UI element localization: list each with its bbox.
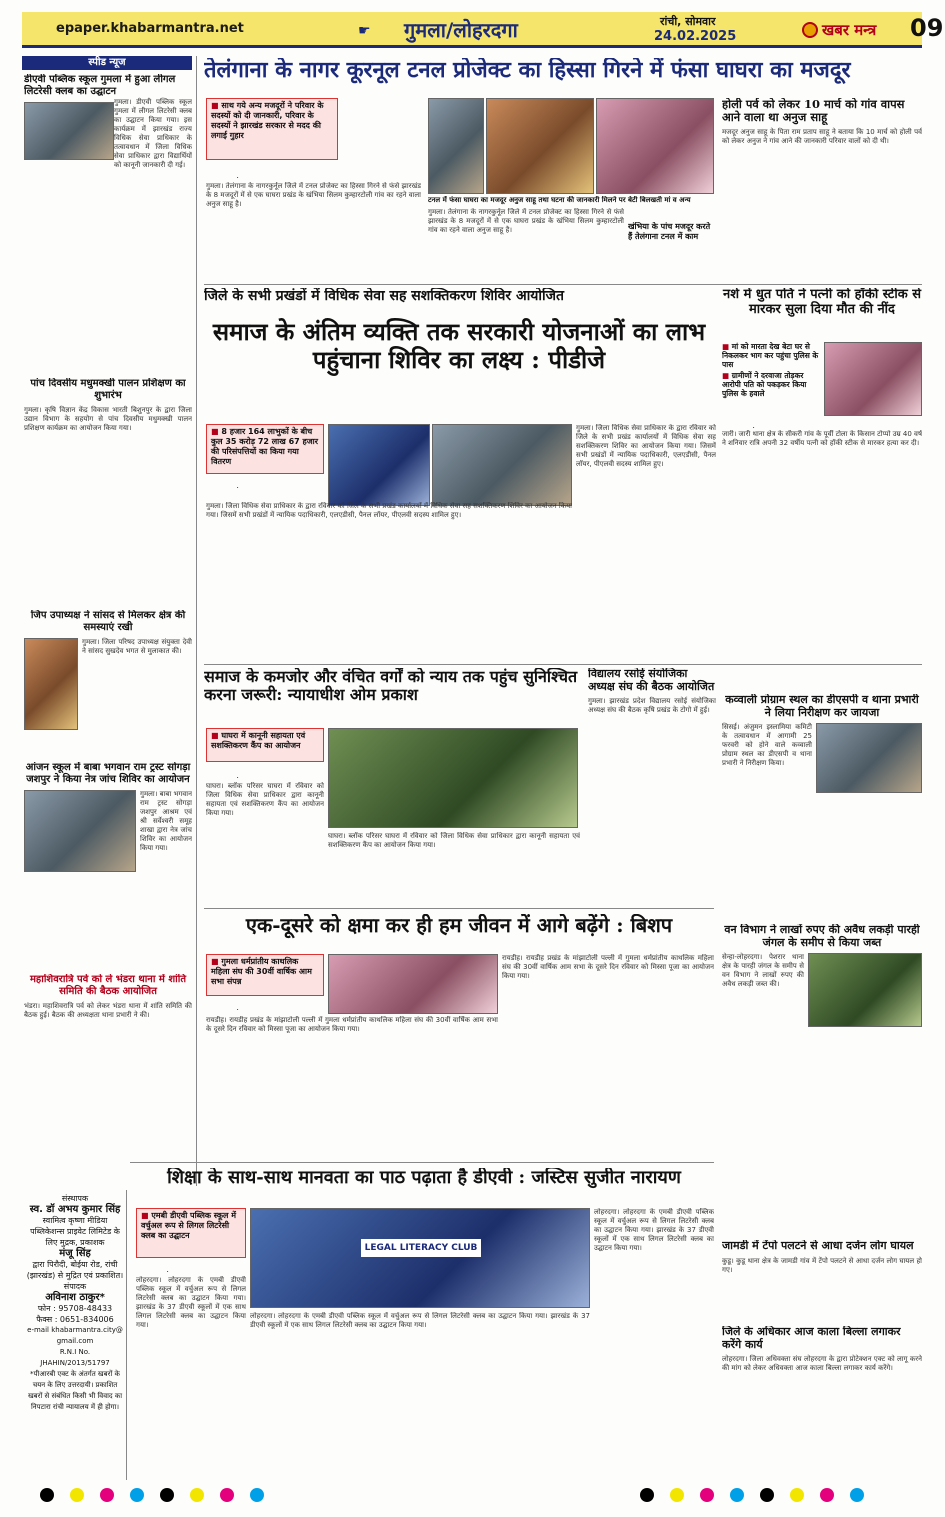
- top-box-heading: खंभिया के पांच मजदूर करते हैं तेलंगाना टनल में काम: [628, 222, 711, 241]
- top-body-cont: गुमला। तेलंगाना के नागरकुर्नूल जिले में टनल प्रोजेक्ट का हिस्सा गिरने से फंसे झारखंड के 8 मजदूरों में से एक घाघरा प्रखंड के खंभिया सिलम कुम्हारटोली गांव का रहने वाला अनुज साहू है।: [428, 208, 624, 234]
- vanvibhag-body: सेन्हा-लोहरदगा। पेशरार थाना क्षेत्र के पारही जंगल के समीप से वन विभाग ने लाखों रुपए की अवैध लकड़ी जब्त की।: [722, 953, 804, 989]
- story-body: गुमला। कृषि विज्ञान केंद्र विकास भारती बिशुनपुर के द्वारा जिला उद्यान विभाग के सहयोग से पांच दिवसीय मधुमक्खी पालन प्रशिक्षण कार्यक्रम का आयोजन किया गया।: [24, 406, 192, 432]
- print-registration-strip: [0, 1480, 945, 1510]
- vidyalay-body: गुमला। झारखंड प्रदेश विद्यालय रसोई संयोजिका अध्यक्ष संघ की बैठक कृषि प्रखंड के टोगो में हुई।: [588, 697, 716, 715]
- dav-body-cont-2: लोहरदगा। लोहरदगा के एमबी डीएवी पब्लिक स्कूल में वर्चुअल रूप से लिगल लिटरेसी क्लब का उद्घाटन किया गया। झारखंड के 37 डीएवी स्कूलों में एक साथ लिगल लिटरेसी क्लब का उद्घाटन किया गया।: [594, 1208, 714, 1252]
- page-number: 09: [910, 14, 944, 42]
- holi-body: मजदूर अनुज साहू के पिता राम प्रताप साहू ने बताया कि 10 मार्च को होली पर्व को लेकर अनुज ने गांव आने की जानकारी परिवार वालों को दी थी।: [722, 128, 922, 146]
- story-headline: पांच दिवसीय मधुमक्खी पालन प्रशिक्षण का शुभारंभ: [30, 378, 186, 401]
- left-story-2: [24, 378, 192, 508]
- shivir-headline-box: [204, 318, 714, 414]
- shivir-photo-1: [328, 424, 430, 506]
- qawwali-body: सिसई। अंजुमन इस्लामिया कमिटी के तत्वावधान में आगामी 25 फरवरी को होने वाले कव्वाली प्रोग्राम स्थल का डीएसपी व थाना प्रभारी ने निरीक्षण किया।: [722, 723, 812, 768]
- imprint-founder-label: संस्थापक: [61, 1194, 89, 1203]
- jamdi-body: कुडू। कुडू थाना क्षेत्र के जामडी गांव में टेंपो पलटने से आधा दर्जन लोग घायल हो गए।: [722, 1256, 922, 1274]
- nashe-headline: नशे में धुत पति ने पत्नी को हॉकी स्टीक से मारकर सुला दिया मौत की नींद: [722, 288, 922, 317]
- site-url[interactable]: epaper.khabarmantra.net: [56, 21, 244, 36]
- nyay-body: घाघरा। ब्लॉक परिसर घाघरा में रविवार को जिला विधिक सेवा प्राधिकार द्वारा कानूनी सहायता एवं सशक्तिकरण कैंप का आयोजन किया गया।: [206, 782, 324, 817]
- story-photo: [24, 102, 114, 160]
- top-bullet-text: साथ गये अन्य मजदूरों ने परिवार के सदस्यों को दी जानकारी, परिवार के सदस्यों ने झारखंड सरकार से मदद की लगाई गुहार: [211, 101, 324, 140]
- nyay-headline-box: [204, 668, 580, 724]
- story-headline: जिप उपाध्यक्ष ने सांसद से मिलकर क्षेत्र की समस्याएं रखी: [30, 610, 186, 633]
- kshama-body-cont: रायडीह। रायडीह प्रखंड के मांझाटोली पल्ली में गुमला धर्मप्रांतीय काथलिक महिला संघ की 30वीं वार्षिक आम सभा के दूसरे दिन रविवार को मिस्सा पूजा का आयोजन किया गया।: [502, 954, 714, 980]
- qawwali-photo: [816, 723, 922, 793]
- issue-date: 24.02.2025: [654, 29, 737, 44]
- nashe-bullets: ■ मां को मारता देख बेटा घर से निकलकर भाग कर पहुंचा पुलिस के पास ■ ग्रामीणों ने दरवाजा तोड़कर आरोपी पति को पकड़कर किया पुलिस के हवाले: [722, 342, 819, 398]
- brand-logo-icon: [802, 22, 818, 38]
- dav-headline-box: [134, 1168, 714, 1202]
- qawwali-headline: कव्वाली प्रोग्राम स्थल का डीएसपी व थाना प्रभारी ने लिया निरीक्षण कर जायजा: [725, 694, 919, 719]
- nyay-bullet: ■ घाघरा में कानूनी सहायता एवं सशक्तिकरण कैंप का आयोजन: [206, 728, 324, 762]
- top-dateline: [206, 168, 338, 178]
- kabilla-body: लोहरदगा। जिला अधिवक्ता संघ लोहरदगा के द्वारा प्रोटेक्शन एक्ट को लागू करने की मांग को लेकर अधिवक्ता आज काला बिल्ला लगाकर कार्य करेंगे।: [722, 1355, 922, 1373]
- shivir-photo-2: [432, 424, 572, 506]
- kabilla-headline: जिले के अधिकार आज काला बिल्ला लगाकर करेंगे कार्य: [722, 1326, 901, 1351]
- speed-news-label: स्पीड न्यूज: [22, 56, 192, 70]
- timber-photo: [808, 953, 922, 1027]
- top-bullet: ■ साथ गये अन्य मजदूरों ने परिवार के सदस्यों को दी जानकारी, परिवार के सदस्यों ने झारखंड सरकार से मदद की लगाई गुहार: [206, 98, 338, 160]
- left-story-3: [24, 610, 192, 760]
- victim-photo: [824, 342, 922, 416]
- imprint-fax: फैक्स : 0651-834006: [36, 1315, 114, 1324]
- imprint-founder: स्व. डॉ अभय कुमार सिंह: [29, 1204, 121, 1215]
- imprint-phone: फोन : 95708-48433: [37, 1304, 113, 1313]
- dav-photo: [250, 1208, 590, 1308]
- story-headline: आंजन स्कूल में बाबा भगवान राम ट्रस्ट सोगड़ा जशपुर ने किया नेत्र जांच शिविर का आयोजन: [25, 762, 191, 785]
- left-story-4: [24, 762, 192, 972]
- mourning-photo: [596, 98, 714, 194]
- imprint-editor-label: संपादक: [63, 1282, 87, 1291]
- hand-pointer-icon: ☛: [358, 23, 371, 39]
- story-photo: [24, 790, 136, 872]
- kshama-dateline: [206, 1000, 324, 1010]
- shivir-dateline: [206, 478, 324, 488]
- shivir-headline: समाज के अंतिम व्यक्ति तक सरकारी योजनाओं का लाभ पहुंचाना शिविर का लक्ष्य : पीडीजे: [212, 318, 706, 374]
- top-body: गुमला। तेलंगाना के नागरकुर्नूल जिले में टनल प्रोजेक्ट का हिस्सा गिरने से फंसे झारखंड के 8 मजदूरों में से एक घाघरा प्रखंड के खंभिया सिलम कुम्हारटोली गांव का रहने वाला अनुज साहू है।: [206, 182, 421, 208]
- vidyalay-headline: विद्यालय रसोई संयोजिका अध्यक्ष संघ की बैठक आयोजित: [588, 668, 715, 693]
- top-headline: तेलंगाना के नागर कूरनूल टनल प्रोजेक्ट का हिस्सा गिरने में फंसा घाघरा का मजदूर: [204, 58, 851, 83]
- shivir-kicker: जिले के सभी प्रखंडों में विधिक सेवा सह सशक्तिकरण शिविर आयोजित: [204, 288, 565, 304]
- jamdi-headline: जामडी में टेंपो पलटने से आधा दर्जन लोग घायल: [722, 1240, 914, 1252]
- worker-portrait-photo: [428, 98, 484, 194]
- kshama-headline-box: [204, 914, 714, 948]
- shivir-bullet: ■ 8 हजार 164 लाभुकों के बीच कुल 35 करोड़ 72 लाख 67 हजार की परिसंपत्तियों का किया गया वितरण: [206, 424, 324, 474]
- top-photo-caption: टनल में फंसा घाघरा का मजदूर अनुज साहू तथा घटना की जानकारी मिलने पर बेटी बिलखती मां व अन्य: [428, 196, 691, 204]
- dav-bullet: ■ एमबी डीएवी पब्लिक स्कूल में वर्चुअल रूप से लिगल लिटरेसी क्लब का उद्घाटन: [136, 1208, 246, 1258]
- masthead: [22, 12, 944, 48]
- holi-headline: होली पर्व को लेकर 10 मार्च को गांव वापस आने वाला था अनुज साहू: [722, 98, 905, 125]
- dav-headline: शिक्षा के साथ-साथ मानवता का पाठ पढ़ाता है डीएवी : जस्टिस सुजीत नारायण: [167, 1168, 681, 1188]
- story-photo: [24, 638, 78, 730]
- kshama-headline: एक-दूसरे को क्षमा कर ही हम जीवन में आगे बढ़ेंगे : बिशप: [245, 914, 673, 937]
- family-photo: [486, 98, 594, 194]
- dav-body: लोहरदगा। लोहरदगा के एमबी डीएवी पब्लिक स्कूल में वर्चुअल रूप से लिगल लिटरेसी क्लब का उद्घाटन किया गया। झारखंड के 37 डीएवी स्कूलों में एक साथ लिगल लिटरेसी क्लब का उद्घाटन किया गया।: [136, 1276, 246, 1329]
- section-title: गुमला/लोहरदगा: [404, 18, 518, 42]
- kshama-bullet: ■ गुमला धर्मप्रांतीय काथलिक महिला संघ की 30वीं वार्षिक आम सभा संपन्न: [206, 954, 324, 996]
- vidyalay-story: [588, 668, 716, 902]
- brand-name: खबर मन्त्र: [822, 21, 877, 39]
- imprint-email[interactable]: e-mail khabarmantra.city@gmail.com: [27, 1326, 123, 1345]
- imprint-address: द्वारा पिरौदी, बोईया रोड, रांची (झारखंड) से मुद्रित एवं प्रकाशित।: [26, 1260, 124, 1280]
- left-story-1: [24, 74, 192, 374]
- dav-body-cont: लोहरदगा। लोहरदगा के एमबी डीएवी पब्लिक स्कूल में वर्चुअल रूप से लिगल लिटरेसी क्लब का उद्घाटन किया गया। झारखंड के 37 डीएवी स्कूलों में एक साथ लिगल लिटरेसी क्लब का उद्घाटन किया गया।: [250, 1312, 590, 1329]
- jamdi-story: [722, 1240, 922, 1324]
- nyay-body-cont: घाघरा। ब्लॉक परिसर घाघरा में रविवार को जिला विधिक सेवा प्राधिकार द्वारा कानूनी सहायता एवं सशक्तिकरण कैंप का आयोजन किया गया।: [328, 832, 580, 849]
- kshama-photo: [328, 954, 498, 1014]
- imprint-rni: R.N.I No. JHAHIN/2013/51797: [40, 1348, 110, 1367]
- dateline-city: रांची, सोमवार: [660, 15, 716, 28]
- vanvibhag-story: [722, 924, 922, 1124]
- holi-story: [722, 98, 922, 282]
- story-headline: महाशिवरात्रि पर्व को ले भंडरा थाना में शांति समिति की बैठक आयोजित: [29, 974, 187, 997]
- nashe-dateline: [722, 418, 822, 428]
- dav-dateline: [136, 1262, 246, 1272]
- kshama-body: रायडीह। रायडीह प्रखंड के मांझाटोली पल्ली में गुमला धर्मप्रांतीय काथलिक महिला संघ की 30वीं वार्षिक आम सभा के दूसरे दिन रविवार को मिस्सा पूजा का आयोजन किया गया।: [206, 1016, 498, 1033]
- kabilla-story: [722, 1326, 922, 1476]
- shivir-body: गुमला। जिला विधिक सेवा प्राधिकार के द्वारा रविवार को जिले के सभी प्रखंड कार्यालयों में विधिक सेवा सह सशक्तिकरण शिविर का आयोजन किया गया। जिसमें सभी प्रखंडों में न्यायिक पदाधिकारी, एलएडीसी, पैनल लॉयर, पीएलवी सदस्य शामिल हुए।: [206, 502, 572, 519]
- imprint-publisher: मंजू सिंह: [59, 1248, 91, 1259]
- story-body: गुमला। जिला परिषद उपाध्यक्ष संयुक्ता देवी ने सांसद सुखदेव भगत से मुलाकात की।: [82, 638, 192, 655]
- story-body: भंडरा। महाशिवरात्रि पर्व को लेकर भंडरा थाना में शांति समिति की बैठक हुई। बैठक की अध्यक्षता थाना प्रभारी ने की।: [24, 1002, 192, 1019]
- imprint-editor: अविनाश ठाकुर*: [45, 1292, 105, 1303]
- nyay-dateline: [206, 768, 324, 778]
- nashe-headline-box: [722, 288, 922, 340]
- vanvibhag-headline: वन विभाग ने लाखों रुपए की अवैध लकड़ी पारही जंगल के समीप से किया जब्त: [724, 924, 920, 949]
- qawwali-story: [722, 694, 922, 920]
- story-headline: डीएवी पब्लिक स्कूल गुमला में हुआ लीगल लिटरेसी क्लब का उद्घाटन: [24, 74, 176, 97]
- story-body: गुमला। बाबा भगवान राम ट्रस्ट सोगड़ा जशपुर आश्रम एवं श्री सर्वेश्वरी समूह शाखा द्वारा नेत्र जांच शिविर का आयोजन किया गया।: [140, 790, 192, 852]
- left-story-5: [24, 974, 192, 1184]
- story-body: गुमला। डीएवी पब्लिक स्कूल गुमला में लीगल लिटरेसी क्लब का उद्घाटन किया गया। इस कार्यक्रम में झारखंड राज्य विधिक सेवा प्राधिकार के तत्वावधान में जिला विधिक सेवा प्राधिकार द्वारा विद्यार्थियों को कानूनी जानकारी दी गई।: [114, 98, 192, 169]
- dav-banner: LEGAL LITERACY CLUB: [361, 1239, 481, 1257]
- imprint-disclaimer: *पीआरबी एक्ट के अंतर्गत खबरों के चयन के लिए उत्तरदायी। प्रकाशित खबरों से संबंधित किसी भी विवाद का निपटारा रांची न्यायालय में ही होगा।: [27, 1370, 123, 1411]
- imprint-publisher-line: स्वामित्व कृष्णा मीडिया पब्लिकेशन्स प्राइवेट लिमिटेड के लिए मुद्रक, प्रकाशक: [30, 1216, 120, 1247]
- shivir-body-cont: गुमला। जिला विधिक सेवा प्राधिकार के द्वारा रविवार को जिले के सभी प्रखंड कार्यालयों में विधिक सेवा सह सशक्तिकरण शिविर का आयोजन किया गया। जिसमें सभी प्रखंडों में न्यायिक पदाधिकारी, एलएडीसी, पैनल लॉयर, पीएलवी सदस्य शामिल हुए।: [576, 424, 716, 468]
- nyay-headline: समाज के कमजोर और वंचित वर्गों को न्याय तक पहुंच सुनिश्चित करना जरूरी: न्यायाधीश ओम प्रकाश: [204, 668, 578, 705]
- nyay-photo: [328, 728, 578, 828]
- top-headline-box: [204, 58, 922, 98]
- nashe-body: जारी। जारी थाना क्षेत्र के सीकरी गांव के पूर्वी टोला के किसान टोप्पो उम्र 40 वर्ष ने शनिवार रात्रि अपनी 32 वर्षीय पत्नी को हॉकी स्टीक से मारकर हत्या कर दी।: [722, 430, 922, 447]
- imprint-box: [26, 1193, 124, 1478]
